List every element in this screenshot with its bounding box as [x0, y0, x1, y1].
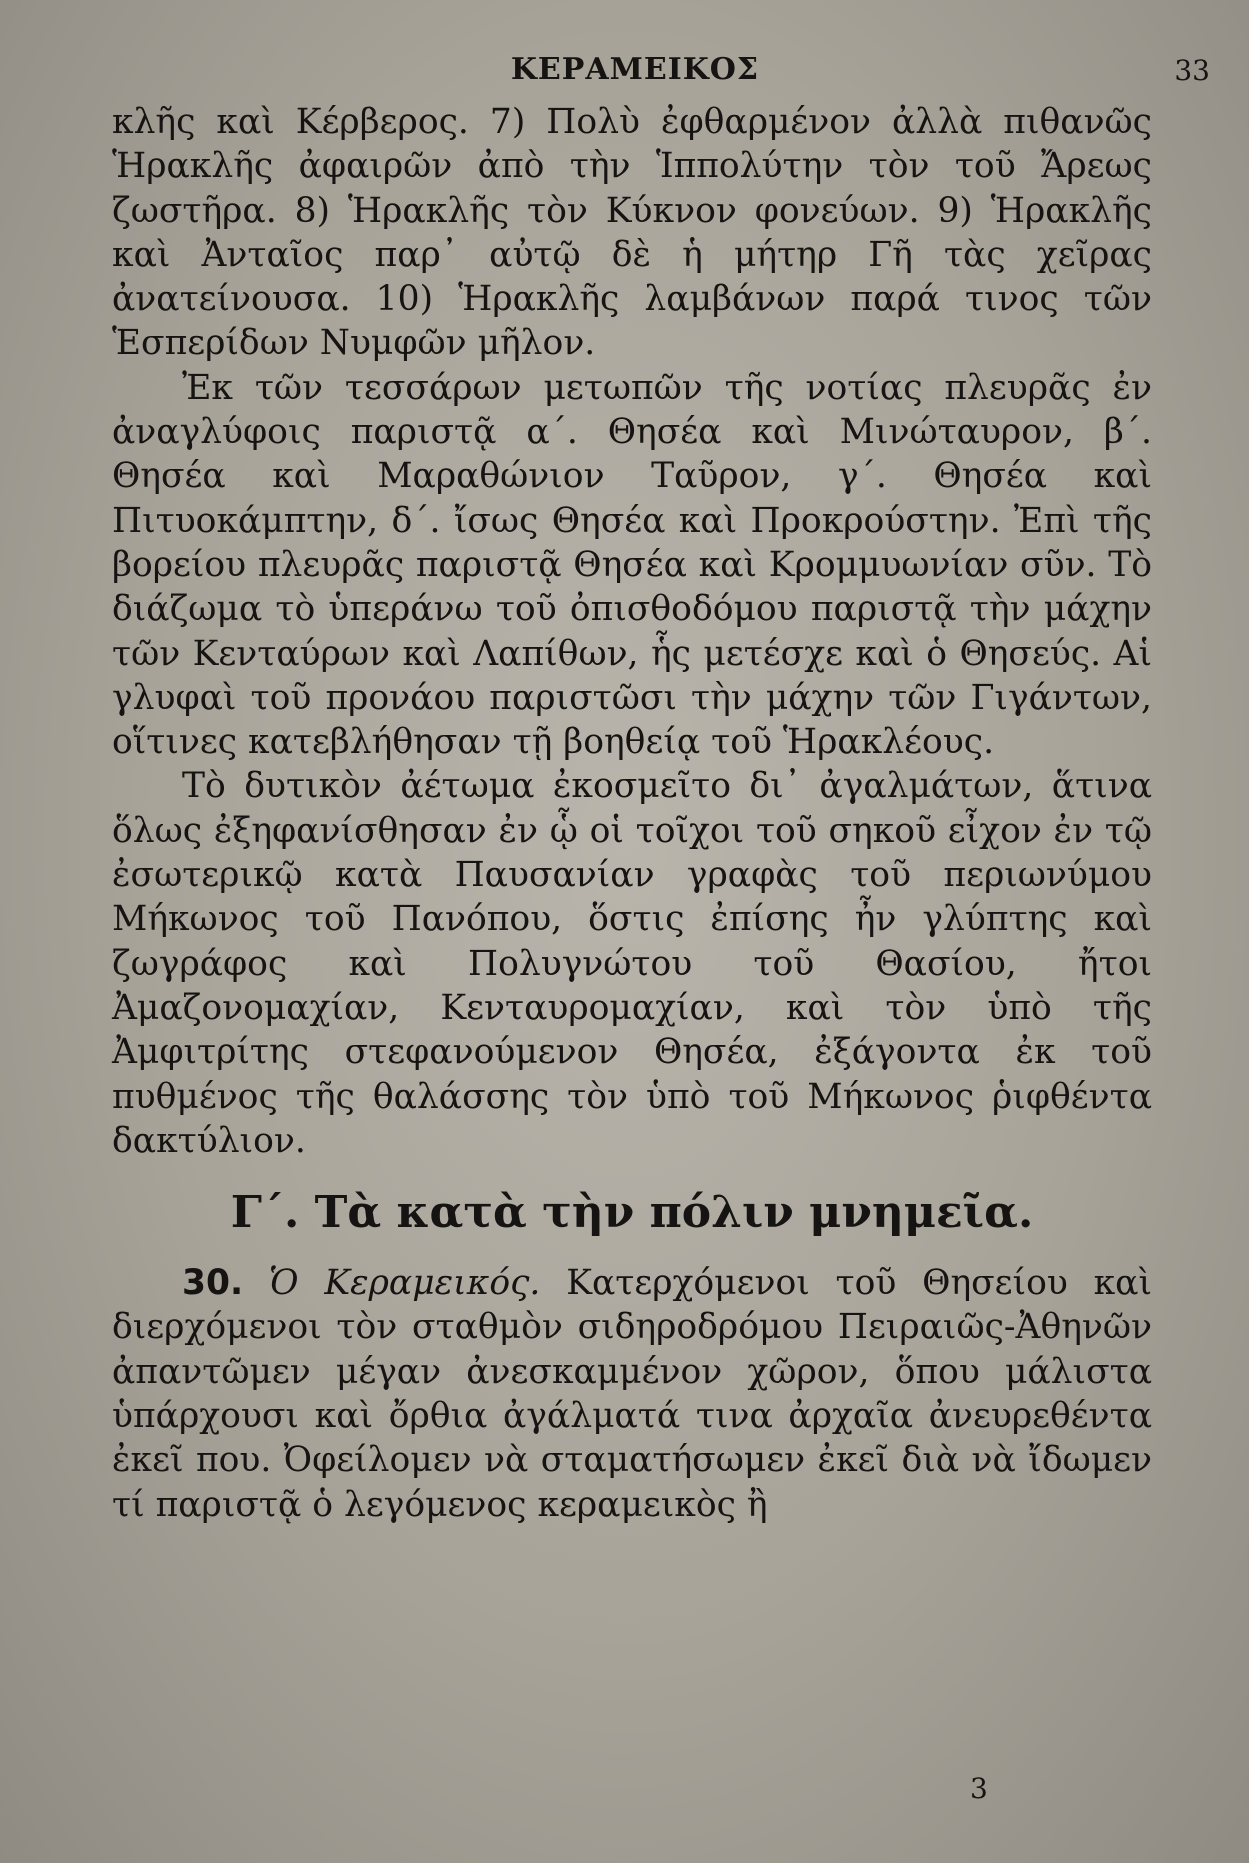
entry-title: Ὁ Κεραμεικός. [268, 1263, 541, 1304]
signature-mark: 3 [970, 1772, 988, 1805]
section-heading: Γ΄. Τὰ κατὰ τὴν πόλιν μνημεῖα. [230, 1187, 1034, 1239]
running-head [60, 52, 1210, 102]
paragraph-theseus-metopes: Ἐκ τῶν τεσσάρων μετωπῶν τῆς νοτίας πλευρᾶς ἐν ἀναγλύφοις παριστᾷ α΄. Θησέα καὶ Μινώταυρον, β΄. Θησέα καὶ Μαραθώνιον Ταῦρον, γ΄. Θησέα καὶ Πιτυοκάμπτην, δ΄. ἴσως Θησέα καὶ Προκρούστην. Ἐπὶ τῆς βορείου πλευρᾶς παριστᾷ Θησέα καὶ Κρομμυωνίαν σῦν. Τὸ διάζωμα τὸ ὑπεράνω τοῦ ὀπισθοδόμου παριστᾷ τὴν μάχην τῶν Κενταύρων καὶ Λαπίθων, ἧς μετέσχε καὶ ὁ Θησεύς. Αἱ γλυφαὶ τοῦ προνάου παριστῶσι τὴν μάχην τῶν Γιγάντων, οἵτινες κατεβλήθησαν τῇ βοηθείᾳ τοῦ Ἡρακλέους. [112, 367, 1152, 763]
entry-text: Κατερχόμενοι τοῦ Θησείου καὶ διερχόμενοι τὸν σταθμὸν σιδηροδρόμου Πειραιῶς-Ἀθηνῶν ἀπαντῶμεν μέγαν ἀνεσκαμμένον χῶρον, ὅπου μάλιστα ὑπάρχουσι καὶ ὄρθια ἀγάλματά τινα ἀρχαῖα ἀνευρεθέντα ἐκεῖ που. Ὀφείλομεν νὰ σταματήσωμεν ἐκεῖ διὰ νὰ ἴδωμεν τί παριστᾷ ὁ λεγόμενος κεραμεικὸς ἢ [112, 1263, 1152, 1525]
paragraph-heracles-metopes: κλῆς καὶ Κέρβερος. 7) Πολὺ ἐφθαρμένον ἀλλὰ πιθανῶς Ἡρακλῆς ἀφαιρῶν ἀπὸ τὴν Ἱππολύτην τὸν τοῦ Ἄρεως ζωστῆρα. 8) Ἡρακλῆς τὸν Κύκνον φονεύων. 9) Ἡρακλῆς καὶ Ἀνταῖος παρ᾽ αὐτῷ δὲ ἡ μήτηρ Γῆ τὰς χεῖρας ἀνατείνουσα. 10) Ἡρακλῆς λαμβάνων παρά τινος τῶν Ἑσπερίδων Νυμφῶν μῆλον. [112, 102, 1152, 364]
entry-kerameikos [112, 1261, 1152, 1527]
running-title: ΚΕΡΑΜΕΙΚΟΣ [510, 52, 760, 87]
entry-number: 30. [182, 1263, 244, 1304]
paragraph-west-pediment: Τὸ δυτικὸν ἀέτωμα ἐκοσμεῖτο δι᾽ ἀγαλμάτων, ἅτινα ὅλως ἐξηφανίσθησαν ἐν ᾧ οἱ τοῖχοι τοῦ σηκοῦ εἶχον ἐν τῷ ἐσωτερικῷ κατὰ Παυσανίαν γραφὰς τοῦ περιωνύμου Μήκωνος τοῦ Πανόπου, ὅστις ἐπίσης ἦν γλύπτης καὶ ζωγράφος καὶ Πολυγνώτου τοῦ Θασίου, ἤτοι Ἀμαζονομαχίαν, Κενταυρομαχίαν, καὶ τὸν ὑπὸ τῆς Ἀμφιτρίτης στεφανούμενον Θησέα, ἐξάγοντα ἐκ τοῦ πυθμένος τῆς θαλάσσης τὸν ὑπὸ τοῦ Μήκωνος ῥιφθέντα δακτύλιον. [112, 766, 1152, 1161]
page-number: 33 [1174, 54, 1210, 87]
body-text [112, 100, 1152, 1527]
